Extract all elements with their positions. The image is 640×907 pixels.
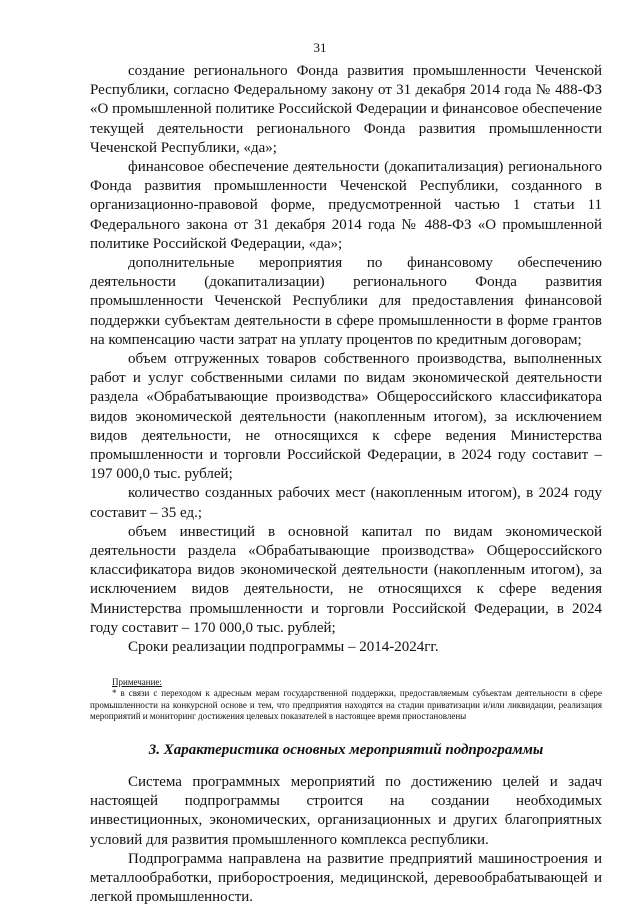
footnote-title: Примечание: <box>112 677 162 688</box>
paragraph-fund-financing: финансовое обеспечение деятельности (докапитализация) регионального Фонда развития промышленности Чеченской Республики, созданного в организационно-правовой форме, предусмотренной частью 1 статьи 11 Федерального закона от 31 декабря 2014 года № 488-ФЗ «О промышленной политике Российской Федерации, «да»; <box>90 159 602 252</box>
paragraph-program-direction: Подпрограмма направлена на развитие предприятий машиностроения и металлообработки, приборостроения, медицинской, деревообрабатывающей и легкой промышленности. <box>90 850 602 906</box>
paragraph-fund-creation: создание регионального Фонда развития промышленности Чеченской Республики, согласно Федеральному закону от 31 декабря 2014 года № 488-ФЗ «О промышленной политике Российской Федерации и финансовое обеспечение текущей деятельности регионального Фонда развития промышленности Чеченской Республики, «да»; <box>90 63 602 156</box>
paragraph-program-system: Система программных мероприятий по достижению целей и задач настоящей подпрограммы строится на создании необходимых инвестиционных, экономических, организационных и других благоприятных условий для развития промышленного комплекса республики. <box>90 773 602 848</box>
paragraph-implementation-period: Сроки реализации подпрограммы – 2014-2024гг. <box>128 639 439 656</box>
section-heading: 3. Характеристика основных мероприятий подпрограммы <box>148 741 544 758</box>
footnote <box>90 677 602 722</box>
document-body <box>90 62 602 907</box>
paragraph-jobs-created: количество созданных рабочих мест (накопленным итогом), в 2024 году составит – 35 ед.; <box>90 485 602 521</box>
paragraph-investment-volume: объем инвестиций в основной капитал по видам экономической деятельности раздела «Обрабатывающие производства» Общероссийского классификатора видов экономической деятельности (накопленным итогом), за исключением видов деятельности, не относящихся к сфере ведения Министерства промышленности и торговли Российской Федерации, в 2024 году составит – 170 000,0 тыс. рублей; <box>90 523 602 636</box>
page-number: 31 <box>313 40 327 55</box>
paragraph-shipped-goods-volume: объем отгруженных товаров собственного производства, выполненных работ и услуг собственными силами по видам экономической деятельности раздела «Обрабатывающие производства» Общероссийского классификатора видов экономической деятельности (накопленным итогом), за исключением видов деятельности, не относящихся к сфере ведения Министерства промышленности и торговли Российской Федерации, в 2024 году составит – 197 000,0 тыс. рублей; <box>90 351 602 483</box>
footnote-text: * в связи с переходом к адресным мерам государственной поддержки, предоставляемым субъектам деятельности в сфере промышленности на конкурсной основе и тем, что предприятия находятся на стадии приватизации и/или ликвидации, реализация мероприятий и мониторинг достижения целевых показателей в настоящее время приостановлены <box>90 688 602 721</box>
paragraph-additional-measures: дополнительные мероприятия по финансовому обеспечению деятельности (докапитализации) регионального Фонда развития промышленности Чеченской Республики для предоставления финансовой поддержки субъектам деятельности в сфере промышленности в форме грантов на компенсацию части затрат на уплату процентов по кредитным договорам; <box>90 255 602 348</box>
